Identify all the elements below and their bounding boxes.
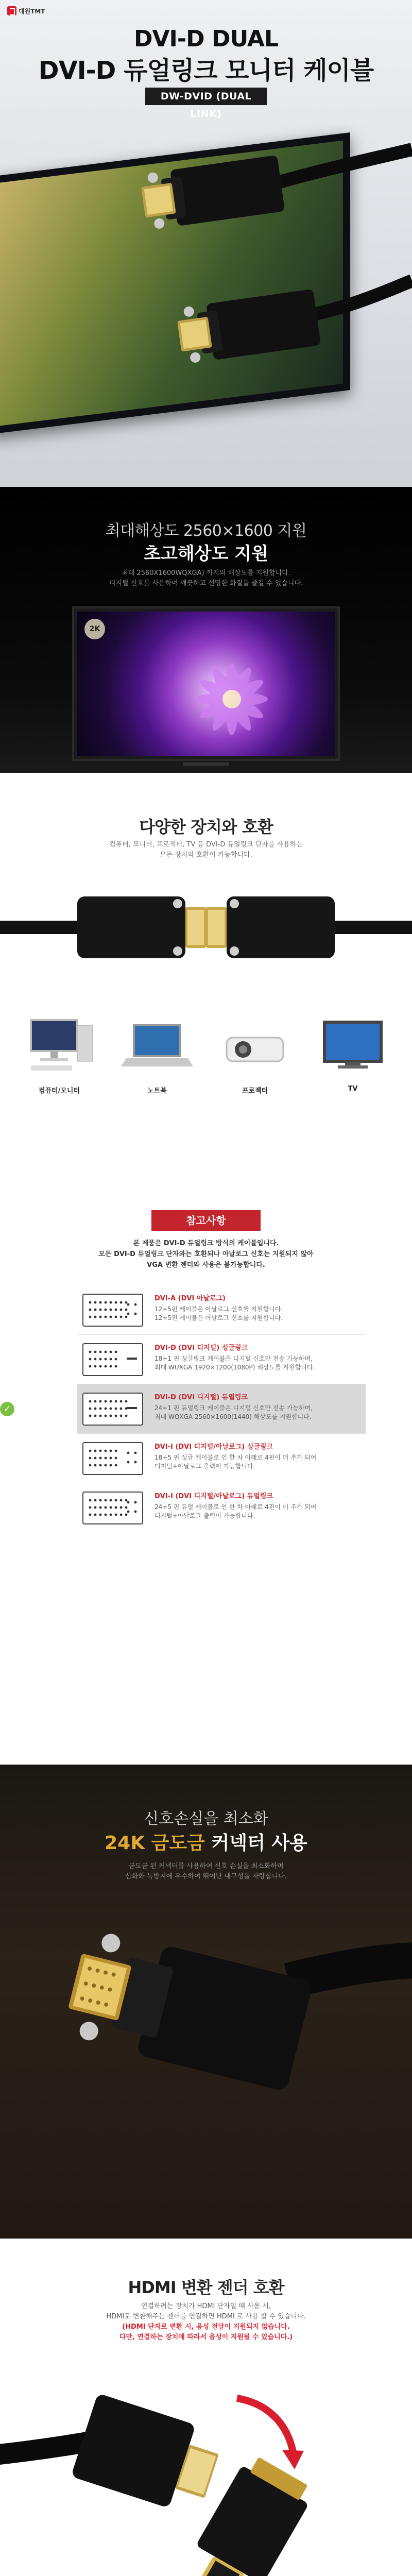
reference-intro: 본 제품은 DVI-D 듀얼링크 방식의 케이블입니다. 모든 DVI-D 듀얼링크 단자와는 호환되나 아날로그 신호는 지원되지 않아 VGA 변환 젠더와 사용은 불가능합니다. bbox=[98, 1240, 314, 1269]
gold-heading-main: 24K 금도금 커넥터 사용 bbox=[105, 1833, 307, 1854]
projector-icon bbox=[216, 1015, 294, 1077]
device-item-computer: 컴퓨터/모니터 bbox=[21, 1015, 98, 1110]
device-list bbox=[21, 1015, 391, 1110]
hero-cable-image bbox=[0, 0, 412, 487]
device-item-tv: TV bbox=[314, 1015, 391, 1110]
hero-title-main: DVI-D 듀얼링크 모니터 케이블 bbox=[38, 56, 374, 85]
dvi-type-item: DVI-A (DVI 아날로그) 12+5핀 케이블은 아날로그 신호를 지원합니다. 12+5핀 케이블은 아날로그 신호를 지원합니다. bbox=[77, 1285, 366, 1335]
devices-heading: 다양한 장치와 호환 bbox=[139, 817, 273, 837]
laptop-icon bbox=[118, 1015, 196, 1077]
hdmi-gender-image bbox=[0, 2239, 412, 2576]
dvi-type-item-selected: ✓ DVI-D (DVI 디지털) 듀얼링크 24+1 핀 듀얼링크 케이블은 디지털 신호만 전송 가능하며, 최대 WQXGA 2560×1600(1440) 해상도를 지원합니다. bbox=[77, 1384, 366, 1434]
dvi-d-single-pin-icon bbox=[82, 1343, 143, 1376]
dvi-type-item: DVI-I (DVI 디지털/아날로그) 듀얼링크 24+5 핀 듀얼 케이블로 인 한 차 아래로 4핀이 더 추가 되어 디지털+아날로그 출력이 가능합니다. bbox=[77, 1483, 366, 1533]
device-item-laptop: 노트북 bbox=[118, 1015, 196, 1110]
tv-stand bbox=[183, 762, 229, 766]
dvi-connectors-image bbox=[0, 871, 412, 999]
flower-image bbox=[77, 612, 335, 756]
check-icon: ✓ bbox=[0, 1402, 14, 1416]
dvi-type-item: DVI-D (DVI 디지털) 싱글링크 18+1 핀 싱글링크 케이블은 디지털 신호만 전송 가능하며, 최대 WUXGA 1920×1200(1080P) 해상도를 지원합니다. bbox=[77, 1335, 366, 1384]
device-item-projector: 프로젝터 bbox=[216, 1015, 294, 1110]
hdmi-heading: HDMI 변환 젠더 호환 bbox=[128, 2278, 284, 2297]
model-badge: DW-DVID (DUAL LINK) bbox=[145, 88, 267, 105]
2k-badge: 2K bbox=[84, 619, 105, 639]
gold-heading-top: 신호손실을 최소화 bbox=[144, 1810, 268, 1828]
gold-connector-section bbox=[0, 1765, 412, 2239]
devices-section bbox=[0, 773, 412, 1203]
dvi-type-item: DVI-I (DVI 디지털/아날로그) 싱글링크 18+5 핀 싱글 케이블로 인 한 차 아래로 4핀이 더 추가 되어 디지털+아날로그 출력이 가능합니다. bbox=[77, 1434, 366, 1483]
gold-description: 금도금 된 커넥터를 사용하여 신호 손실을 최소화하며 산화와 녹방지에 우수하여 뛰어난 내구성을 자랑합니다. bbox=[125, 1862, 287, 1880]
dvi-i-single-pin-icon bbox=[82, 1442, 143, 1475]
computer-icon bbox=[21, 1015, 98, 1077]
dvi-i-dual-pin-icon bbox=[82, 1492, 143, 1524]
hdmi-description: 연결하려는 장치가 HDMI 단자일 때 사용 시, HDMI로 변환해주는 젠더를 연결하면 HDMI 로 사용 할 수 있습니다. (HDMI 단자로 변환 시, 음성 전달이 지원되지 않습니다. 다만, 연결하는 장치에 따라서 음성이 지원될 수 있습니다.) bbox=[106, 2302, 306, 2341]
resolution-tv-image bbox=[72, 606, 340, 761]
reference-tag: 참고사항 bbox=[151, 1210, 261, 1231]
resolution-heading-main: 초고해상도 지원 bbox=[144, 544, 268, 564]
dvi-d-dual-pin-icon bbox=[82, 1393, 143, 1426]
tv-icon bbox=[314, 1015, 391, 1077]
gold-connector-image bbox=[0, 1765, 412, 2239]
resolution-section bbox=[0, 487, 412, 773]
dvi-a-pin-icon bbox=[82, 1294, 143, 1327]
hero-section bbox=[0, 0, 412, 487]
resolution-heading-top: 최대해상도 2560×1600 지원 bbox=[105, 522, 307, 540]
devices-description: 컴퓨터, 모니터, 프로젝터, TV 등 DVI-D 듀얼링크 단자를 사용하는 모든 장치와 호환이 가능합니다. bbox=[109, 841, 303, 859]
reference-section bbox=[0, 1203, 412, 1765]
hero-title-top: DVI-D DUAL bbox=[133, 26, 279, 52]
brand-name: 대원TMT bbox=[19, 7, 45, 15]
hdmi-section bbox=[0, 2239, 412, 2576]
dvi-type-list bbox=[3, 1285, 366, 1533]
resolution-description: 최대 2560X1600WQXGA) 까지의 해상도를 지원합니다. 디지털 신호를 사용하여 깨끗하고 선명한 화질을 즐길 수 있습니다. bbox=[109, 569, 303, 587]
